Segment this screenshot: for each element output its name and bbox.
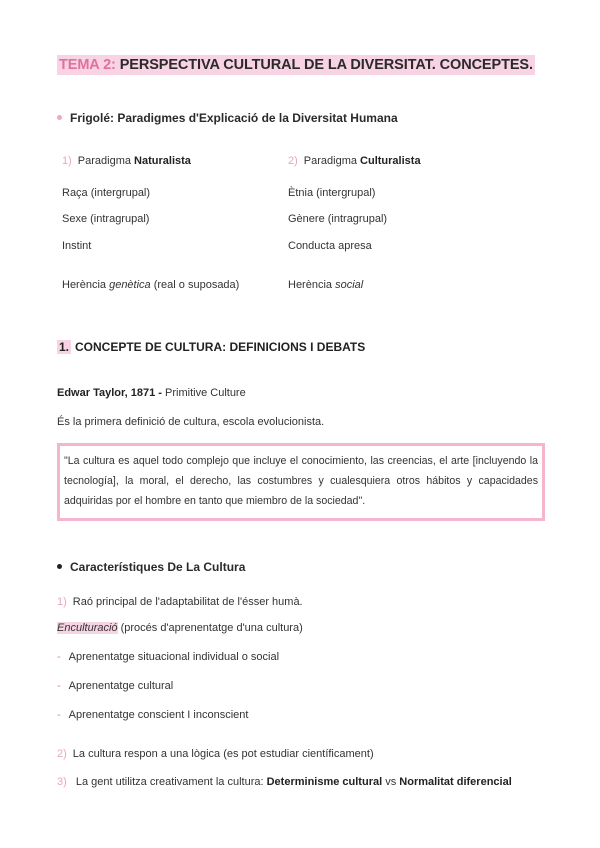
bullet-dot-icon [57, 115, 62, 120]
section-1-text: CONCEPTE DE CULTURA: DEFINICIONS I DEBATS [75, 340, 366, 354]
paradigm-left-prefix: Paradigma [77, 155, 135, 167]
paradigm-right-bold: Culturalista [360, 155, 421, 167]
paradigm-row-right: Ètnia (intergrupal) [288, 187, 376, 199]
page-title [57, 55, 535, 75]
taylor-sep: - [155, 387, 166, 399]
dash-icon: - [57, 651, 61, 663]
dash-item-text: Aprenentatge conscient I inconscient [68, 709, 249, 721]
paradigm-row-left: Instint [62, 240, 92, 252]
caract-item-3 [57, 776, 512, 788]
frigole-heading [57, 111, 398, 125]
herencia-right-italic: social [335, 279, 364, 291]
section-1-heading [57, 340, 365, 354]
caract-item-2 [57, 748, 374, 760]
item-3-text: La gent utilitza creativament la cultura: [72, 776, 267, 788]
taylor-work: Primitive Culture [165, 387, 246, 399]
item-2-text: La cultura respon a una lògica (es pot estudiar científicament) [72, 748, 374, 760]
paradigm-row-right: Conducta apresa [288, 240, 372, 252]
taylor-name: Edwar Taylor, 1871 [57, 387, 156, 399]
herencia-left-a: Herència [62, 279, 110, 291]
paradigm-left-bold: Naturalista [134, 155, 191, 167]
item-3-bold-1: Determinisme cultural [266, 776, 383, 788]
caracteristiques-heading [57, 560, 245, 574]
herencia-left-italic: genètica [109, 279, 151, 291]
paradigm-row-left: Raça (intergrupal) [62, 187, 151, 199]
paradigm-herencia-right [288, 279, 363, 291]
title-tema: TEMA 2: [59, 57, 116, 73]
item-2-num: 2) [57, 748, 67, 760]
dash-icon: - [57, 680, 61, 692]
frigole-heading-text: Frigolé: Paradigmes d'Explicació de la Diversitat Humana [70, 111, 398, 125]
enculturacio-text: (procés d'aprenentatge d'una cultura) [117, 622, 303, 634]
paradigm-right-prefix: Paradigma [303, 155, 361, 167]
caracteristiques-text: Característiques De La Cultura [70, 560, 246, 574]
dash-item [57, 680, 173, 692]
title-text: PERSPECTIVA CULTURAL DE LA DIVERSITAT. CONCEPTES. [115, 57, 533, 73]
paradigm-culturalista [288, 155, 421, 167]
herencia-right-a: Herència [288, 279, 336, 291]
dash-item [57, 709, 248, 721]
section-1-num: 1. [59, 340, 70, 354]
item-3-bold-2: Normalitat diferencial [399, 776, 512, 788]
herencia-left-b: (real o suposada) [150, 279, 240, 291]
first-definition: És la primera definició de cultura, escola evolucionista. [57, 416, 325, 428]
dash-item-text: Aprenentatge situacional individual o social [68, 651, 280, 663]
dash-item-text: Aprenentatge cultural [68, 680, 174, 692]
enculturacio-line [57, 622, 303, 634]
paradigm-left-num: 1) [62, 155, 72, 167]
item-1-num: 1) [57, 596, 67, 608]
item-3-num: 3) [57, 776, 67, 788]
bullet-dot-icon [57, 564, 62, 569]
enculturacio-term: Enculturació [57, 622, 118, 634]
dash-item [57, 651, 279, 663]
caract-item-1 [57, 596, 303, 608]
item-1-text: Raó principal de l'adaptabilitat de l'ésser humà. [72, 596, 303, 608]
item-3-mid: vs [382, 776, 400, 788]
dash-icon: - [57, 709, 61, 721]
paradigm-naturalista [62, 155, 191, 167]
taylor-quote: "La cultura es aquel todo complejo que incluye el conocimiento, las creencias, el arte [incluyendo la tecnología], la moral, el derecho, las costumbres y cualesquiera otros hábitos y capacidades adquiridas por el hombre en tanto que miembro de la sociedad". [57, 443, 545, 521]
taylor-line [57, 387, 246, 399]
paradigm-row-left: Sexe (intragrupal) [62, 213, 150, 225]
paradigm-right-num: 2) [288, 155, 298, 167]
paradigm-herencia-left [62, 279, 239, 291]
paradigm-row-right: Gènere (intragrupal) [288, 213, 388, 225]
